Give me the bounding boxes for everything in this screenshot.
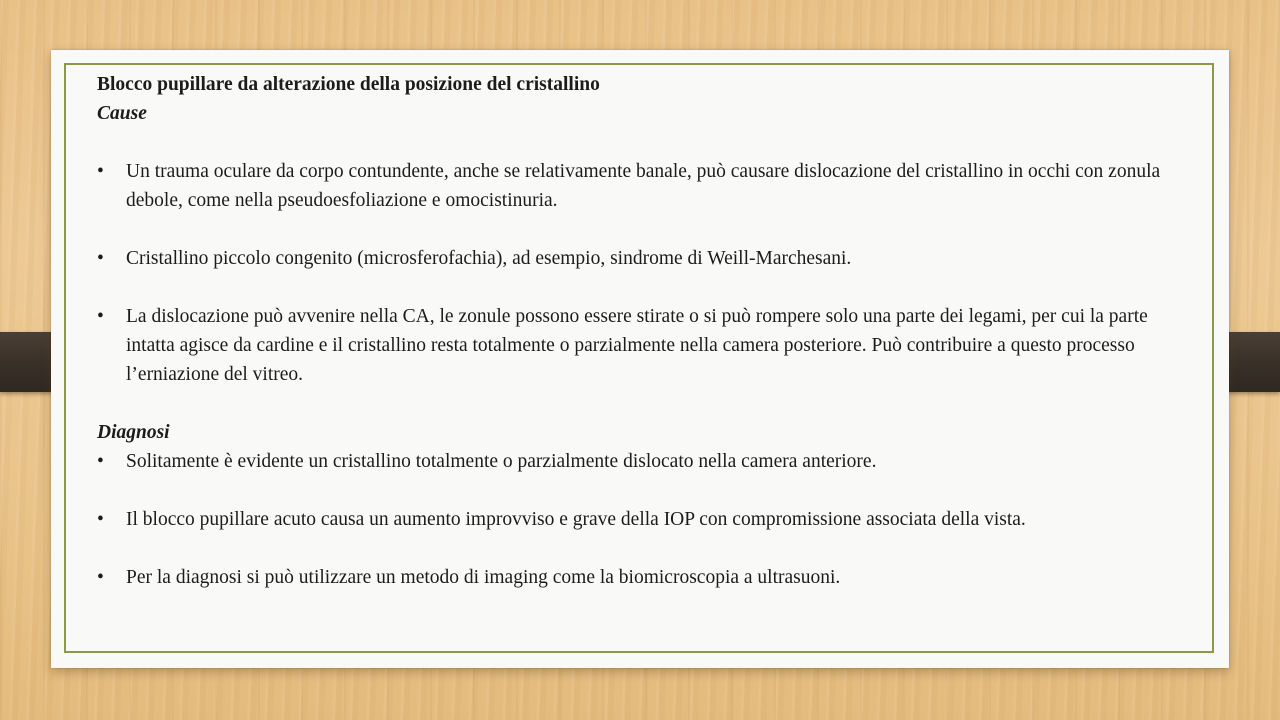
diagnosi-list xyxy=(97,447,1187,592)
list-item-text: Solitamente è evidente un cristallino totalmente o parzialmente dislocato nella camera anteriore. xyxy=(126,451,877,472)
list-item-text: La dislocazione può avvenire nella CA, le zonule possono essere stirate o si può rompere solo una parte dei legami, per cui la parte intatta agisce da cardine e il cristallino resta totalmente o parzialmente nella camera posteriore. Può contribuire a questo processo l’erniazione del vitreo. xyxy=(126,306,1148,385)
list-item-text: Per la diagnosi si può utilizzare un metodo di imaging come la biomicroscopia a ultrasuoni. xyxy=(126,567,841,588)
bullet-glyph: • xyxy=(97,509,104,530)
slide-paper xyxy=(51,50,1229,668)
bullet-glyph: • xyxy=(97,567,104,588)
slide-title: Blocco pupillare da alterazione della posizione del cristallino xyxy=(97,74,600,95)
cause-list xyxy=(97,157,1187,389)
spacer xyxy=(97,215,1187,244)
list-item xyxy=(97,157,1187,215)
bullet-glyph: • xyxy=(97,451,104,472)
bullet-glyph: • xyxy=(97,161,104,182)
list-item xyxy=(97,563,1187,592)
bullet-glyph: • xyxy=(97,248,104,269)
list-item xyxy=(97,447,1187,476)
spacer xyxy=(97,128,1187,157)
slide-content xyxy=(97,70,1187,592)
list-item xyxy=(97,302,1187,389)
list-item xyxy=(97,244,1187,273)
bullet-glyph: • xyxy=(97,306,104,327)
spacer xyxy=(97,273,1187,302)
list-item xyxy=(97,505,1187,534)
spacer xyxy=(97,534,1187,563)
list-item-text: Il blocco pupillare acuto causa un aumento improvviso e grave della IOP con compromissione associata della vista. xyxy=(126,509,1026,530)
spacer xyxy=(97,389,1187,418)
section-heading-cause: Cause xyxy=(97,103,147,124)
list-item-text: Cristallino piccolo congenito (microsferofachia), ad esempio, sindrome di Weill-Marchesani. xyxy=(126,248,852,269)
list-item-text: Un trauma oculare da corpo contundente, anche se relativamente banale, può causare dislocazione del cristallino in occhi con zonula debole, come nella pseudoesfoliazione e omocistinuria. xyxy=(126,161,1161,211)
section-heading-diagnosi: Diagnosi xyxy=(97,422,170,443)
spacer xyxy=(97,476,1187,505)
